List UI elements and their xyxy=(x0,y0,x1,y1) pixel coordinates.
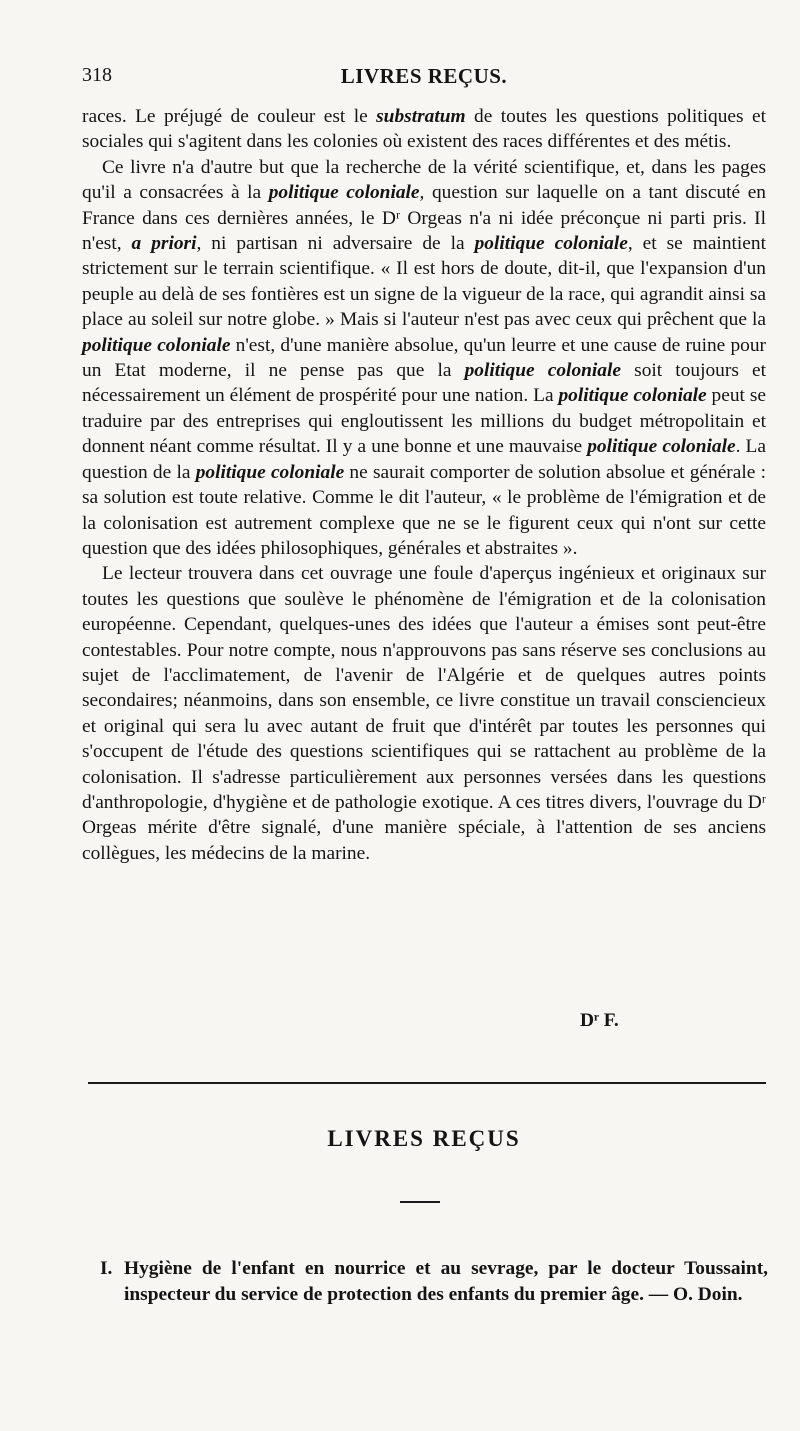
list-item xyxy=(100,1256,768,1308)
italic-term: politique coloniale xyxy=(82,334,231,356)
italic-term: politique coloniale xyxy=(268,182,420,204)
italic-term: politique coloniale xyxy=(474,233,628,255)
review-paragraph-3: Le lecteur trouvera dans cet ouvrage une foule d'aperçus ingénieux et originaux sur toutes les questions que soulève le phénomène de l'émigration et de la colonisation européenne. Cependant, quelques-unes des idées que l'auteur a émises sont peut-être contestables. Pour notre compte, nous n'approuvons pas sans réserve ses conclusions au sujet de l'acclimatement, de l'avenir de l'Algérie et de quelques autres points secondaires; néanmoins, dans son ensemble, ce livre constitue un travail consciencieux et original qui sera lu avec autant de fruit que d'intérêt par toutes les personnes qui s'occupent de l'étude des questions scientifiques qui se rattachent au problème de la colonisation. Il s'adresse particulièrement aux personnes versées dans les questions d'anthropologie, d'hygiène et de pathologie exotique. A ces titres divers, l'ouvrage du Dʳ Orgeas mérite d'être signalé, d'une manière spéciale, à l'attention de ses anciens collègues, les médecins de la marine. xyxy=(82,563,766,864)
italic-term: politique coloniale xyxy=(464,360,622,382)
section-divider xyxy=(88,1082,766,1084)
review-signature: Dʳ F. xyxy=(580,1010,619,1031)
title-underline xyxy=(400,1201,440,1203)
review-paragraph-1 xyxy=(82,104,766,155)
italic-term: substratum xyxy=(376,106,466,127)
text-span: peut se traduire par des entreprises qui engloutissent les millions du budget métropolitain et donnent néant comme résultat. Il y a une bonne et une mauvaise xyxy=(82,385,766,458)
italic-term: politique coloniale xyxy=(195,461,345,483)
text-span: , question sur laquelle on a tant discuté en France dans ces dernières années, le Dʳ Orgeas n'a ni idée préconçue ni parti pris. Il n'est, xyxy=(82,182,766,255)
text-span: races. Le préjugé de couleur est le xyxy=(82,106,377,127)
text-span: Ce livre n'a d'autre but que la recherche de la vérité scientifique, et, dans les pages qu'il a consacrées à la xyxy=(82,156,766,204)
running-header xyxy=(82,64,766,94)
page-number: 318 xyxy=(82,64,112,86)
text-span: . La question de la xyxy=(82,436,766,483)
book-review-text xyxy=(82,104,766,866)
text-span: ne saurait comporter de solution absolue et générale : sa solution est toute relative. Comme le dit l'auteur, « le problème de l'émigration et de la colonisation est autrement complexe que ne se le figurent ceux qui n'ont sur cette question que des idées philosophiques, générales et abstraites ». xyxy=(82,461,766,559)
running-title: LIVRES REÇUS. xyxy=(340,64,508,88)
text-span: de toutes les questions politiques et sociales qui s'agitent dans les colonies où existent des races différentes et des métis. xyxy=(82,106,766,153)
text-span: , ni partisan ni adversaire de la xyxy=(196,233,475,255)
italic-term: a priori xyxy=(131,233,197,255)
italic-term: politique coloniale xyxy=(558,385,707,407)
entry-number: I. xyxy=(100,1258,113,1279)
review-paragraph-2 xyxy=(82,155,766,562)
section-title: LIVRES REÇUS xyxy=(327,1126,521,1151)
italic-term: politique coloniale xyxy=(587,436,736,458)
text-span: , et se maintient strictement sur le terrain scientifique. « Il est hors de doute, dit-il, que l'expansion d'un peuple au delà de ses fontières est un signe de la vigueur de la race, qui agrandit ainsi sa place au soleil sur notre globe. » Mais si l'auteur n'est pas avec ceux qui prêchent que la xyxy=(82,233,766,331)
text-span: soit toujours et nécessairement un élément de prospérité pour une nation. La xyxy=(82,360,766,407)
text-span: n'est, d'une manière absolue, qu'un leurre et une cause de ruine pour un Etat moderne, il ne pense pas que la xyxy=(82,334,766,382)
entry-text: Hygiène de l'enfant en nourrice et au sevrage, par le docteur Toussaint, inspecteur du service de protection des enfants du premier âge. — O. Doin. xyxy=(124,1258,768,1305)
